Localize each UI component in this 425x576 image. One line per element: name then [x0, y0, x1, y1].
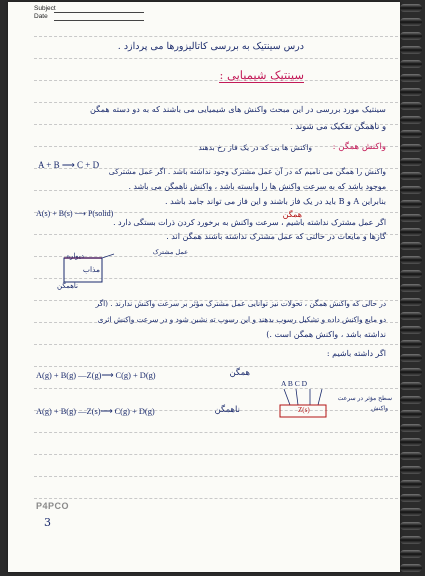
paragraph-5-line-3: نداشته باشد ، واکنش همگن است .): [266, 330, 386, 339]
diagram1-inside-label: مذاب: [82, 265, 100, 274]
equation-3: A(g) + B(g) —Z(g)⟶ C(g) + D(g): [36, 371, 156, 380]
equation-2-note: همگن: [282, 210, 302, 219]
spiral-binding: [398, 0, 425, 576]
paragraph-1-line-2: و ناهمگن تفکیک می شوند .: [290, 121, 386, 131]
equation-2: A(s) + B(s) ⟶ P(solid): [36, 209, 114, 218]
subject-label: Subject: [34, 5, 56, 12]
diagram1-top-label: عمل مشترک: [152, 248, 188, 256]
paragraph-5-line-1: در حالی که واکنش همگن ، تحولات نیز توانایی عمل مشترک مؤثر بر سرعت واکنش ندارند . (اگر: [95, 299, 386, 308]
section-title: سینتیک شیمیایی :: [219, 68, 304, 82]
paragraph-6: اگر داشته باشیم :: [326, 349, 386, 358]
equation-3-note: همگن: [229, 368, 250, 378]
homogeneous-label: واکنش همگن :: [332, 142, 386, 152]
molecule-arrows: [284, 389, 322, 405]
paragraph-2-line-1: واکنش را همگن می نامیم که در آن عمل مشترک وجود نداشته باشد . اگر عمل مشترکی: [108, 167, 386, 176]
notebook-page: [8, 2, 400, 572]
diagram1-left-label: دیواره: [66, 252, 84, 260]
paragraph-1-line-1: سینتیک مورد بررسی در این مبحث واکنش های شیمیایی می باشند که به دو دسته همگن: [89, 104, 386, 114]
catalyst-surface-diagram: [276, 387, 332, 421]
paragraph-5-line-2: دو مایع واکنش داده و تشکیل رسوب بدهند و این رسوب ته نشین شود و در سرعت واکنش اثری: [97, 315, 386, 324]
diagram2-catalyst-label: Z(s): [298, 406, 310, 414]
surface-note-line-1: سطح مؤثر در سرعت: [337, 395, 392, 402]
equation-4: A(g) + B(g) —Z(s)⟶ C(g) + D(g): [36, 407, 155, 416]
subject-line: [54, 12, 144, 13]
paragraph-2-line-2: موجود باشد که به سرعت واکنش ها را وابسته باشد ، واکنش ناهمگن می باشد .: [128, 182, 386, 191]
intro-line: درس سینتیک به بررسی کاتالیزورها می پردازد .: [117, 41, 304, 52]
homogeneous-definition: واکنش ها یی که در یک فاز رخ بدهند: [198, 143, 312, 152]
equation-1: A + B ⟶ C + D: [38, 160, 100, 170]
diagram1-bottom-label: ناهمگن: [56, 282, 78, 290]
equation-4-note: ناهمگن: [214, 405, 240, 415]
date-label: Date: [34, 13, 48, 20]
page-number: 3: [44, 516, 51, 529]
surface-note-line-2: واکنش: [371, 405, 388, 412]
diagram2-letters: A B C D: [281, 379, 308, 388]
pointer-line: [102, 254, 114, 258]
brand-logo: P4PCO: [36, 501, 70, 511]
paragraph-4-line-2: گازها و مایعات در حالتی که عمل مشترک نداشته باشند همگن اند .: [166, 232, 386, 241]
date-line: [54, 20, 144, 21]
paragraph-3-line-1: بنابراین A و B باید در یک فاز باشند و این فاز می تواند جامد باشد .: [165, 197, 386, 206]
paragraph-4-line-1: اگر عمل مشترک نداشته باشیم ، سرعت واکنش به برخورد کردن ذرات بستگی دارد .: [113, 218, 386, 227]
